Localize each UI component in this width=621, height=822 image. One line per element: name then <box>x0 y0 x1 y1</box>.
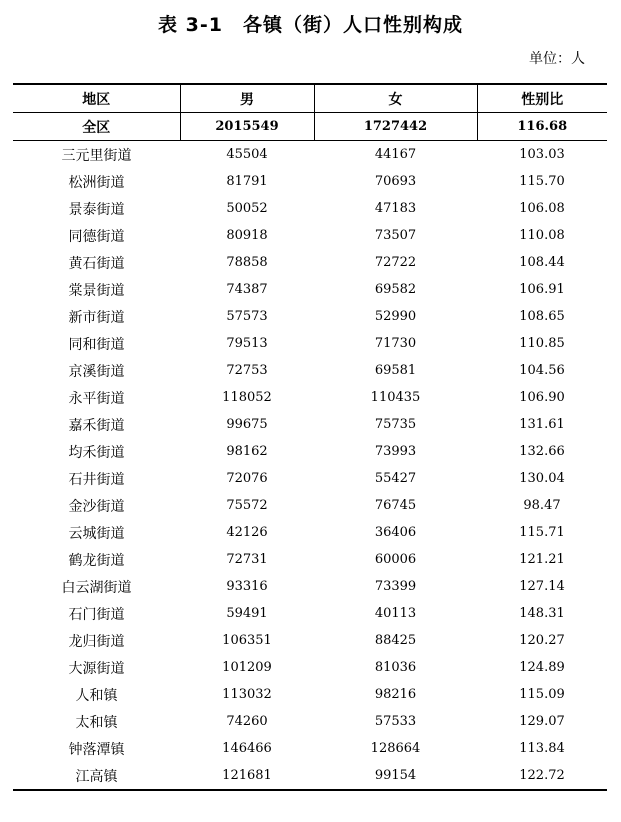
table-row <box>13 762 607 790</box>
cell-female: 128664 <box>370 741 421 756</box>
table-row <box>13 735 607 762</box>
cell-female: 44167 <box>374 147 417 162</box>
cell-region: 人和镇 <box>75 687 118 704</box>
table-row <box>13 573 607 600</box>
table-row <box>13 384 607 411</box>
cell-female: 69582 <box>374 282 417 297</box>
cell-male: 72076 <box>226 471 268 486</box>
cell-female: 69581 <box>374 363 417 378</box>
table-row <box>13 465 607 492</box>
header-sex-ratio: 性别比 <box>477 84 607 113</box>
cell-female: 72722 <box>374 255 417 270</box>
table-row <box>13 330 607 357</box>
cell-female: 99154 <box>314 762 477 790</box>
cell-region: 太和镇 <box>75 714 118 731</box>
cell-sex-ratio: 103.03 <box>519 147 565 162</box>
cell-female: 57533 <box>374 714 417 729</box>
table-row <box>13 276 607 303</box>
cell-sex-ratio: 127.14 <box>519 579 565 594</box>
cell-sex-ratio: 98.47 <box>523 498 561 513</box>
cell-male: 59491 <box>226 606 268 621</box>
cell-female: 73507 <box>374 228 417 243</box>
cell-sex-ratio: 115.71 <box>519 525 565 540</box>
cell-male: 74260 <box>226 714 268 729</box>
cell-male: 98162 <box>226 444 268 459</box>
cell-male: 50052 <box>226 201 268 216</box>
cell-female: 52990 <box>374 309 417 324</box>
cell-female: 73399 <box>374 579 417 594</box>
cell-region: 黄石街道 <box>68 255 125 272</box>
table-row <box>13 141 607 169</box>
cell-sex-ratio: 108.44 <box>519 255 565 270</box>
table-row <box>13 627 607 654</box>
total-sex-ratio: 116.68 <box>477 113 607 141</box>
cell-female: 75735 <box>374 417 417 432</box>
cell-female: 76745 <box>374 498 417 513</box>
cell-sex-ratio: 120.27 <box>519 633 565 648</box>
cell-sex-ratio: 148.31 <box>519 606 565 621</box>
total-female: 1727442 <box>314 113 477 141</box>
cell-region: 石门街道 <box>68 606 125 623</box>
cell-sex-ratio: 124.89 <box>519 660 565 675</box>
cell-region: 三元里街道 <box>61 147 132 164</box>
table-row <box>13 600 607 627</box>
cell-female: 70693 <box>374 174 417 189</box>
cell-region: 景泰街道 <box>68 201 125 218</box>
cell-region: 松洲街道 <box>68 174 125 191</box>
cell-region: 云城街道 <box>68 525 125 542</box>
table-row <box>13 546 607 573</box>
cell-sex-ratio: 132.66 <box>519 444 565 459</box>
cell-region: 嘉禾街道 <box>68 417 125 434</box>
cell-sex-ratio: 115.70 <box>519 174 565 189</box>
table-row <box>13 492 607 519</box>
cell-region: 新市街道 <box>68 309 125 326</box>
cell-region: 永平街道 <box>68 390 125 407</box>
table-row <box>13 168 607 195</box>
cell-sex-ratio: 108.65 <box>519 309 565 324</box>
table-row <box>13 708 607 735</box>
cell-male: 81791 <box>226 174 268 189</box>
cell-male: 78858 <box>226 255 268 270</box>
cell-region: 京溪街道 <box>68 363 125 380</box>
table-title: 表 3-1 各镇（街）人口性别构成 <box>158 14 463 36</box>
cell-sex-ratio: 106.08 <box>519 201 565 216</box>
cell-male: 93316 <box>226 579 268 594</box>
cell-sex-ratio: 130.04 <box>519 471 565 486</box>
cell-male: 42126 <box>226 525 268 540</box>
cell-male: 79513 <box>226 336 268 351</box>
cell-region: 均禾街道 <box>68 444 125 461</box>
cell-female: 36406 <box>374 525 417 540</box>
cell-male: 75572 <box>226 498 268 513</box>
cell-female: 60006 <box>374 552 417 567</box>
table-row <box>13 222 607 249</box>
table-row <box>13 303 607 330</box>
cell-female: 88425 <box>374 633 417 648</box>
cell-male: 72753 <box>226 363 268 378</box>
table-row <box>13 357 607 384</box>
cell-female: 40113 <box>374 606 417 621</box>
cell-male: 106351 <box>222 633 272 648</box>
cell-male: 57573 <box>226 309 268 324</box>
cell-sex-ratio: 104.56 <box>519 363 565 378</box>
table-row <box>13 654 607 681</box>
cell-region: 白云湖街道 <box>61 579 132 596</box>
cell-male: 101209 <box>222 660 272 675</box>
table-row <box>13 195 607 222</box>
header-male: 男 <box>180 84 314 113</box>
table-row <box>13 438 607 465</box>
cell-sex-ratio: 115.09 <box>519 687 565 702</box>
cell-region: 棠景街道 <box>68 282 125 299</box>
cell-female: 110435 <box>370 390 421 405</box>
cell-region: 金沙街道 <box>68 498 125 515</box>
cell-region: 龙归街道 <box>68 633 125 650</box>
header-region: 地区 <box>13 84 180 113</box>
header-female: 女 <box>314 84 477 113</box>
cell-sex-ratio: 106.90 <box>519 390 565 405</box>
cell-sex-ratio: 121.21 <box>519 552 565 567</box>
cell-sex-ratio: 131.61 <box>519 417 565 432</box>
cell-female: 55427 <box>374 471 417 486</box>
cell-female: 98216 <box>374 687 417 702</box>
cell-region: 钟落潭镇 <box>68 741 125 758</box>
cell-sex-ratio: 122.72 <box>477 762 607 790</box>
population-table <box>13 83 607 791</box>
cell-male: 45504 <box>226 147 268 162</box>
cell-region: 江高镇 <box>13 762 180 790</box>
total-region: 全区 <box>13 113 180 141</box>
cell-region: 大源街道 <box>68 660 125 677</box>
cell-sex-ratio: 110.08 <box>519 228 565 243</box>
cell-male: 99675 <box>226 417 268 432</box>
cell-male: 74387 <box>226 282 268 297</box>
cell-female: 47183 <box>374 201 417 216</box>
unit-label: 单位：人 <box>529 51 585 67</box>
cell-region: 同和街道 <box>68 336 125 353</box>
cell-region: 石井街道 <box>68 471 125 488</box>
cell-female: 71730 <box>374 336 417 351</box>
cell-male: 80918 <box>226 228 268 243</box>
cell-male: 146466 <box>222 741 272 756</box>
table-row <box>13 249 607 276</box>
cell-male: 121681 <box>180 762 314 790</box>
total-male: 2015549 <box>180 113 314 141</box>
table-row <box>13 411 607 438</box>
cell-sex-ratio: 129.07 <box>519 714 565 729</box>
cell-female: 81036 <box>374 660 417 675</box>
table-row <box>13 681 607 708</box>
cell-sex-ratio: 110.85 <box>519 336 565 351</box>
cell-sex-ratio: 106.91 <box>519 282 565 297</box>
cell-male: 118052 <box>222 390 272 405</box>
total-row <box>13 113 607 141</box>
cell-female: 73993 <box>374 444 417 459</box>
table-row <box>13 519 607 546</box>
cell-male: 113032 <box>222 687 272 702</box>
cell-sex-ratio: 113.84 <box>519 741 565 756</box>
cell-male: 72731 <box>226 552 268 567</box>
cell-region: 同德街道 <box>68 228 125 245</box>
cell-region: 鹤龙街道 <box>68 552 125 569</box>
header-row <box>13 84 607 113</box>
